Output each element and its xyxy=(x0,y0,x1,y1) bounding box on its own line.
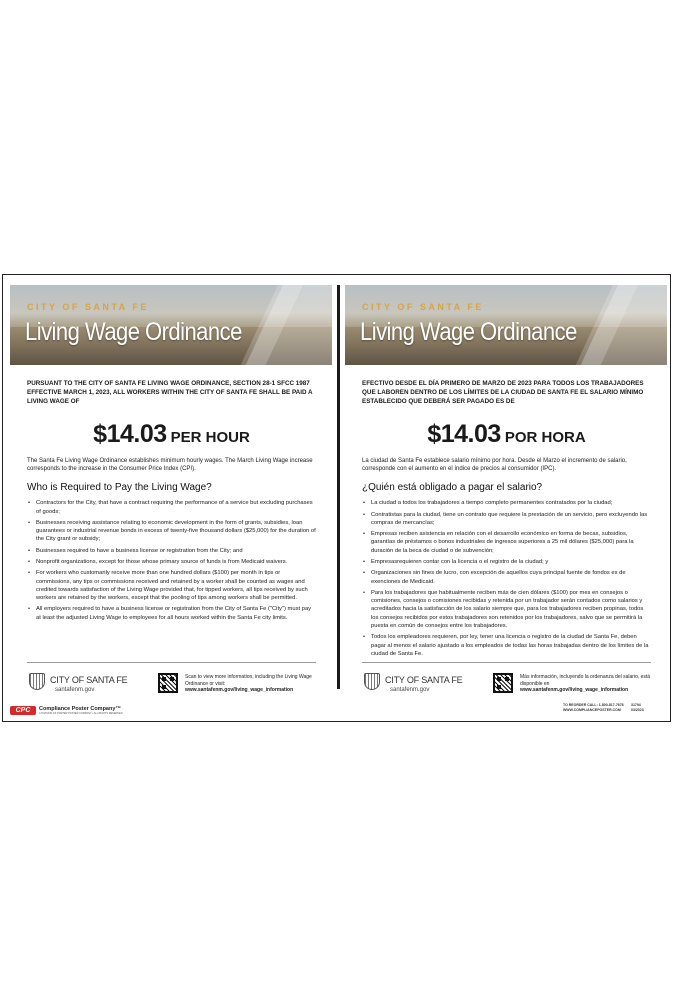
banner-title: Living Wage Ordinance xyxy=(25,318,242,346)
list-item: • Para los trabajadores que habitualmente reciben más de cien dólares ($100) por mes en consejos o comisiones, consejos o comisiones recibidas y retenida por un trabajador serán contados como salarios y acreditados hacia la satisfacción de los salario siempre que, para los trabajadores reciben propinas, todos los consejos recibidos por estos trabajadores son retenidos por los trabajadores, salvo que se permitirá la puesta en común de consejos entre los trabajadores. xyxy=(363,589,644,630)
intro-text: EFECTIVO DESDE EL DÍA PRIMERO DE MARZO DE 2023 PARA TODOS LOS TRABAJADORES QUE LABOREN DENTRO DE LOS LÍMITES DE LA CIUDAD DE SANTA FE EL SALARIO MÍNIMO ESTABLECIDO QUE DEBERÁ SER PAGADO ES DE xyxy=(362,380,644,406)
list-item: • Empresas reciben asistencia en relación con el desarrollo económico en forma de becas, subsidios, garantías de préstamos o bonos industriales de ingresos superiores a 25 mil dólares ($25,000) para la duración de la beca de ciudad o de subvención; xyxy=(363,531,634,554)
footer-city-url: santafenm.gov xyxy=(390,687,430,693)
list-item: • Empresasrequieren contar con la licencia o el registro de la ciudad; y xyxy=(363,558,549,565)
banner-city: CITY OF SANTA FE xyxy=(27,302,149,312)
footer-city-name: CITY OF SANTA FE xyxy=(50,675,128,685)
description: The Santa Fe Living Wage Ordinance establishes minimum hourly wages. The March Living Wage increase corresponds to the increase in the Consumer Price Index (CPI). xyxy=(27,457,313,473)
intro-text: PURSUANT TO THE CITY OF SANTA FE LIVING WAGE ORDINANCE, SECTION 28-1 SFCC 1987 EFFECTIVE MARCH 1, 2023, ALL WORKERS WITHIN THE CITY OF SANTA FE SHALL BE PAID A LIVING WAGE OF xyxy=(27,380,313,406)
scan-info: Más información, incluyendo la ordenanza del salario, está disponible en www.santafenm.gov/living_wage_information xyxy=(520,674,655,694)
spanish-panel xyxy=(345,285,667,695)
publisher-brand xyxy=(10,706,310,716)
qr-code-icon[interactable] xyxy=(158,673,178,693)
poster xyxy=(2,274,671,722)
city-seal-icon xyxy=(29,673,45,690)
publisher-tagline: A DIVISION OF PORTER POSTER COMPANY • ALL RIGHTS RESERVED xyxy=(39,712,123,715)
poster-code: 31794 xyxy=(631,703,641,707)
reorder-info xyxy=(563,703,623,713)
list-item: • Contratistas para la ciudad, tiene un contrato que requiere la prestación de un servicio, pero excluyendo las compras de mercancías; xyxy=(363,511,648,526)
banner-city: CITY OF SANTA FE xyxy=(362,302,484,312)
list-item: • Organizaciones sin fines de lucro, con excepción de aquellos cuya principal fuente de fondos es de exenciones de Medicaid. xyxy=(363,570,626,585)
wage-unit: PER HOUR xyxy=(170,428,250,446)
footer-city-name: CITY OF SANTA FE xyxy=(385,675,463,685)
bullet-list xyxy=(27,499,316,622)
publisher-name: Compliance Poster Company™ xyxy=(39,706,121,712)
list-item: • Nonprofit organizations, except for those whose primary source of funds is from Medicaid waivers. xyxy=(28,558,288,565)
section-heading: Who is Required to Pay the Living Wage? xyxy=(27,482,212,494)
poster-codes xyxy=(631,703,644,713)
list-item: • Contractors for the City, that have a contract requiring the performance of a service but excluding purchases of goods; xyxy=(28,500,313,515)
info-link[interactable]: www.santafenm.gov/living_wage_information xyxy=(185,687,294,694)
panel-divider xyxy=(337,285,340,689)
wage-amount: $14.03 xyxy=(427,419,501,448)
bullet-list xyxy=(362,499,651,658)
footer-city-url: santafenm.gov xyxy=(55,687,95,693)
info-link[interactable]: www.santafenm.gov/living_wage_information xyxy=(520,687,629,694)
list-item: • For workers who customarily receive more than one hundred dollars ($100) per month in tips or commissions, any tips or commissions received and retained by a worker shall be counted as wages and credited towards satisfaction of the Living Wage provided that, for tipped workers, all tips received by such workers are retained by the workers, except that the pooling of tips among workers shall be permitted. xyxy=(28,570,308,602)
list-item: • Businesses required to have a business license or registration from the City; and xyxy=(28,547,243,554)
wage-display xyxy=(362,420,651,449)
banner xyxy=(10,285,332,365)
banner-title: Living Wage Ordinance xyxy=(360,318,577,346)
list-item: • La ciudad a todos los trabajadores a tiempo completo permanentes contratados por la ciudad; xyxy=(363,500,613,507)
scan-info: Scan to view more information, including the Living Wage Ordinance or visit: www.santafenm.gov/living_wage_information xyxy=(185,674,320,694)
list-item: • Businesses receiving assistance relating to economic development in the form of grants, subsidies, loan guarantees or industrial revenue bonds in excess of twenty-five thousand dollars ($25,000) for the duration of the City grant or subsidy; xyxy=(28,519,316,543)
description: La ciudad de Santa Fe establece salario mínimo por hora. Desde el Marzo el incremento de salario, corresponde con el aumento en el índice de precios al consumidor (IPC). xyxy=(362,457,627,473)
publisher-website[interactable]: WWW.COMPLIANCEPOSTER.COM xyxy=(563,708,621,712)
wage-amount: $14.03 xyxy=(93,419,167,448)
section-heading: ¿Quién está obligado a pagar el salario? xyxy=(362,482,543,494)
city-seal-icon xyxy=(364,673,380,690)
list-item: • Todos los empleadores requieren, por ley, tener una licencia o registro de la ciudad de Santa Fe, deben pagar al menos el salario ajustado a los empleados de todas las horas trabajadas dentro de los límites de la ciudad de Santa Fe. xyxy=(363,634,649,657)
reorder-phone: TO REORDER CALL: 1-800-817-7678 xyxy=(563,703,624,707)
wage-unit: POR HORA xyxy=(504,428,586,446)
english-panel xyxy=(10,285,332,695)
panel-footer xyxy=(362,662,651,693)
banner xyxy=(345,285,667,365)
cpc-logo: CPC xyxy=(10,706,36,715)
poster-date: 03/2023 xyxy=(631,708,644,712)
list-item: • All employers required to have a business license or registration from the City of Santa Fe ("City") must pay at least the adjusted Living Wage to employees for all hours worked within the Santa Fe city limits. xyxy=(28,606,312,621)
panel-footer xyxy=(27,662,316,693)
wage-display xyxy=(27,420,316,449)
qr-code-icon[interactable] xyxy=(493,673,513,693)
